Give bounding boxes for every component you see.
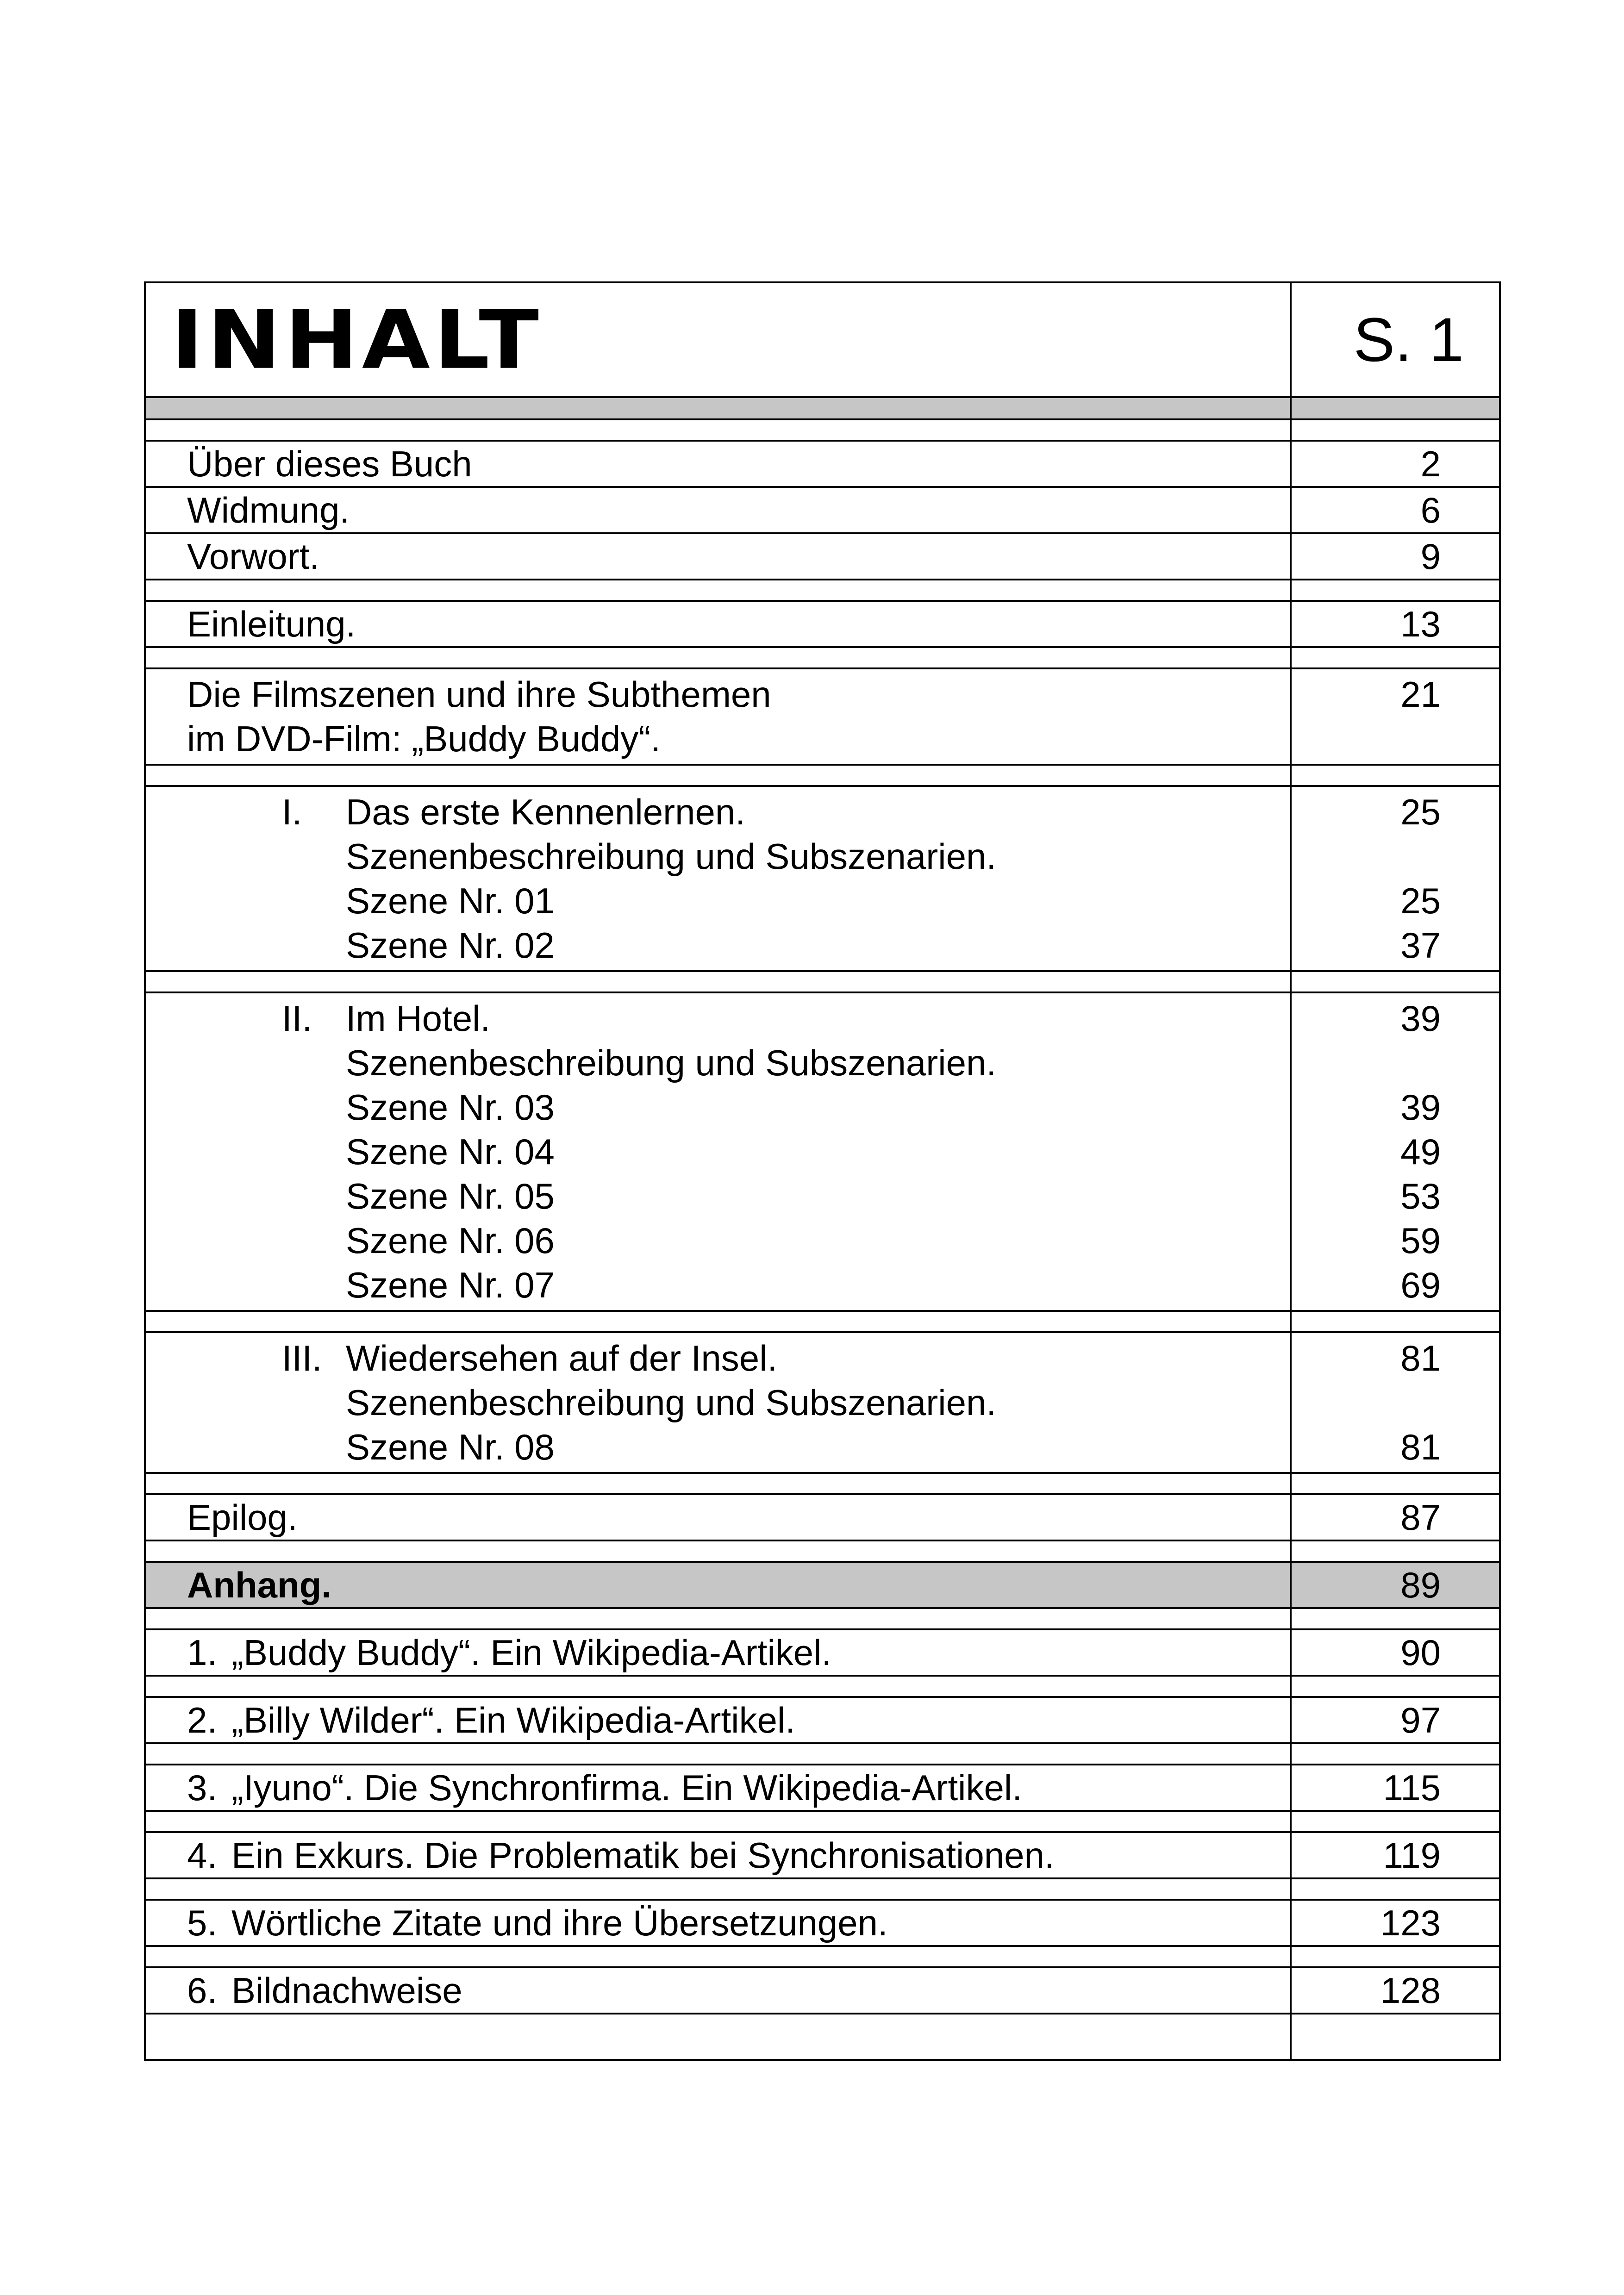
toc-entry-page: 97 bbox=[1400, 1700, 1441, 1740]
spacer-row bbox=[146, 764, 1499, 785]
chapter-subtitle: Szenenbeschreibung und Subszenarien. bbox=[346, 1042, 997, 1083]
scene-label: Szene Nr. 06 bbox=[346, 1220, 555, 1261]
spacer-row bbox=[146, 1945, 1499, 1966]
toc-entry-page: 2 bbox=[1420, 443, 1441, 484]
scene-page: 59 bbox=[1400, 1220, 1441, 1261]
spacer-row bbox=[146, 1607, 1499, 1628]
shaded-divider bbox=[146, 396, 1499, 418]
spacer-row bbox=[146, 970, 1499, 992]
appendix-label: Ein Exkurs. Die Problematik bei Synchronisationen. bbox=[231, 1835, 1055, 1876]
scene-label: Szene Nr. 04 bbox=[346, 1131, 555, 1172]
toc-entry-page: 123 bbox=[1380, 1902, 1441, 1943]
appendix-label: „Billy Wilder“. Ein Wikipedia-Artikel. bbox=[231, 1700, 795, 1740]
toc-entry-label: Epilog. bbox=[146, 1495, 1292, 1540]
toc-row bbox=[146, 1493, 1499, 1540]
scene-page: 81 bbox=[1400, 1427, 1441, 1467]
toc-entry-label: Die Filmszenen und ihre Subthemen bbox=[187, 674, 771, 715]
toc-entry-page: 13 bbox=[1400, 604, 1441, 644]
toc-entry-page: 87 bbox=[1400, 1497, 1441, 1538]
toc-entry-page: 128 bbox=[1380, 1970, 1441, 2011]
spacer-row bbox=[146, 646, 1499, 667]
empty-row bbox=[146, 2013, 1499, 2059]
toc-entry-label: Widmung. bbox=[146, 488, 1292, 532]
scene-page: 69 bbox=[1400, 1265, 1441, 1305]
chapter-title: Im Hotel. bbox=[346, 998, 491, 1039]
appendix-row bbox=[146, 1628, 1499, 1675]
scene-label: Szene Nr. 01 bbox=[346, 880, 555, 921]
appendix-number: 1. bbox=[187, 1632, 218, 1673]
appendix-label: Wörtliche Zitate und ihre Übersetzungen. bbox=[231, 1902, 888, 1943]
toc-row bbox=[146, 532, 1499, 579]
appendix-row bbox=[146, 1696, 1499, 1742]
scene-page: 25 bbox=[1400, 880, 1441, 921]
toc-entry-page: 89 bbox=[1292, 1563, 1499, 1607]
page-label: S. 1 bbox=[1353, 305, 1464, 374]
appendix-number: 2. bbox=[187, 1700, 218, 1740]
chapter-title: Wiedersehen auf der Insel. bbox=[346, 1338, 778, 1378]
toc-entry-label: Über dieses Buch bbox=[146, 442, 1292, 486]
chapter-page: 81 bbox=[1400, 1338, 1441, 1378]
chapter-subtitle: Szenenbeschreibung und Subszenarien. bbox=[346, 836, 997, 877]
toc-entry-label: Einleitung. bbox=[146, 602, 1292, 646]
appendix-number: 4. bbox=[187, 1835, 218, 1876]
appendix-row bbox=[146, 1899, 1499, 1945]
spacer-row bbox=[146, 418, 1499, 440]
scene-page: 49 bbox=[1400, 1131, 1441, 1172]
scene-page: 37 bbox=[1400, 925, 1441, 966]
chapter-block bbox=[146, 992, 1499, 1310]
toc-title-row bbox=[146, 283, 1499, 396]
chapter-subtitle: Szenenbeschreibung und Subszenarien. bbox=[346, 1382, 997, 1423]
page-title: INHALT bbox=[171, 293, 543, 387]
chapter-title: Das erste Kennenlernen. bbox=[346, 792, 745, 832]
chapter-number: I. bbox=[282, 792, 302, 832]
appendix-number: 6. bbox=[187, 1970, 218, 2011]
appendix-row bbox=[146, 1764, 1499, 1810]
appendix-number: 5. bbox=[187, 1902, 218, 1943]
appendix-label: „Iyuno“. Die Synchronfirma. Ein Wikipedia-Artikel. bbox=[231, 1767, 1022, 1808]
toc-entry-page: 9 bbox=[1420, 536, 1441, 577]
toc-entry-label: Vorwort. bbox=[146, 534, 1292, 579]
chapter-block bbox=[146, 1331, 1499, 1472]
spacer-row bbox=[146, 1472, 1499, 1493]
spacer-row bbox=[146, 1540, 1499, 1561]
scene-page: 39 bbox=[1400, 1087, 1441, 1128]
scene-label: Szene Nr. 03 bbox=[346, 1087, 555, 1128]
scene-label: Szene Nr. 02 bbox=[346, 925, 555, 966]
appendix-header-row bbox=[146, 1561, 1499, 1607]
appendix-label: „Buddy Buddy“. Ein Wikipedia-Artikel. bbox=[231, 1632, 832, 1673]
toc-row bbox=[146, 486, 1499, 532]
toc-row bbox=[146, 440, 1499, 486]
spacer-row bbox=[146, 579, 1499, 600]
scene-label: Szene Nr. 08 bbox=[346, 1427, 555, 1467]
toc-row bbox=[146, 667, 1499, 764]
appendix-heading: Anhang. bbox=[146, 1563, 1292, 1607]
spacer-row bbox=[146, 1810, 1499, 1831]
toc-entry-page: 115 bbox=[1383, 1767, 1441, 1808]
spacer-row bbox=[146, 1877, 1499, 1899]
chapter-block bbox=[146, 785, 1499, 970]
spacer-row bbox=[146, 1310, 1499, 1331]
toc-row bbox=[146, 600, 1499, 646]
chapter-page: 25 bbox=[1400, 792, 1441, 832]
toc-entry-label: im DVD-Film: „Buddy Buddy“. bbox=[187, 718, 661, 759]
spacer-row bbox=[146, 1675, 1499, 1696]
chapter-number: III. bbox=[282, 1338, 322, 1378]
scene-label: Szene Nr. 07 bbox=[346, 1265, 555, 1305]
chapter-number: II. bbox=[282, 998, 312, 1039]
scene-label: Szene Nr. 05 bbox=[346, 1176, 555, 1216]
appendix-row bbox=[146, 1966, 1499, 2013]
table-of-contents bbox=[144, 281, 1501, 2061]
appendix-label: Bildnachweise bbox=[231, 1970, 462, 2011]
toc-entry-page: 6 bbox=[1420, 490, 1441, 530]
appendix-number: 3. bbox=[187, 1767, 218, 1808]
toc-entry-page: 90 bbox=[1400, 1632, 1441, 1673]
chapter-page: 39 bbox=[1400, 998, 1441, 1039]
appendix-row bbox=[146, 1831, 1499, 1877]
toc-entry-page: 21 bbox=[1400, 674, 1441, 715]
spacer-row bbox=[146, 1742, 1499, 1764]
scene-page: 53 bbox=[1400, 1176, 1441, 1216]
toc-entry-page: 119 bbox=[1383, 1835, 1441, 1876]
